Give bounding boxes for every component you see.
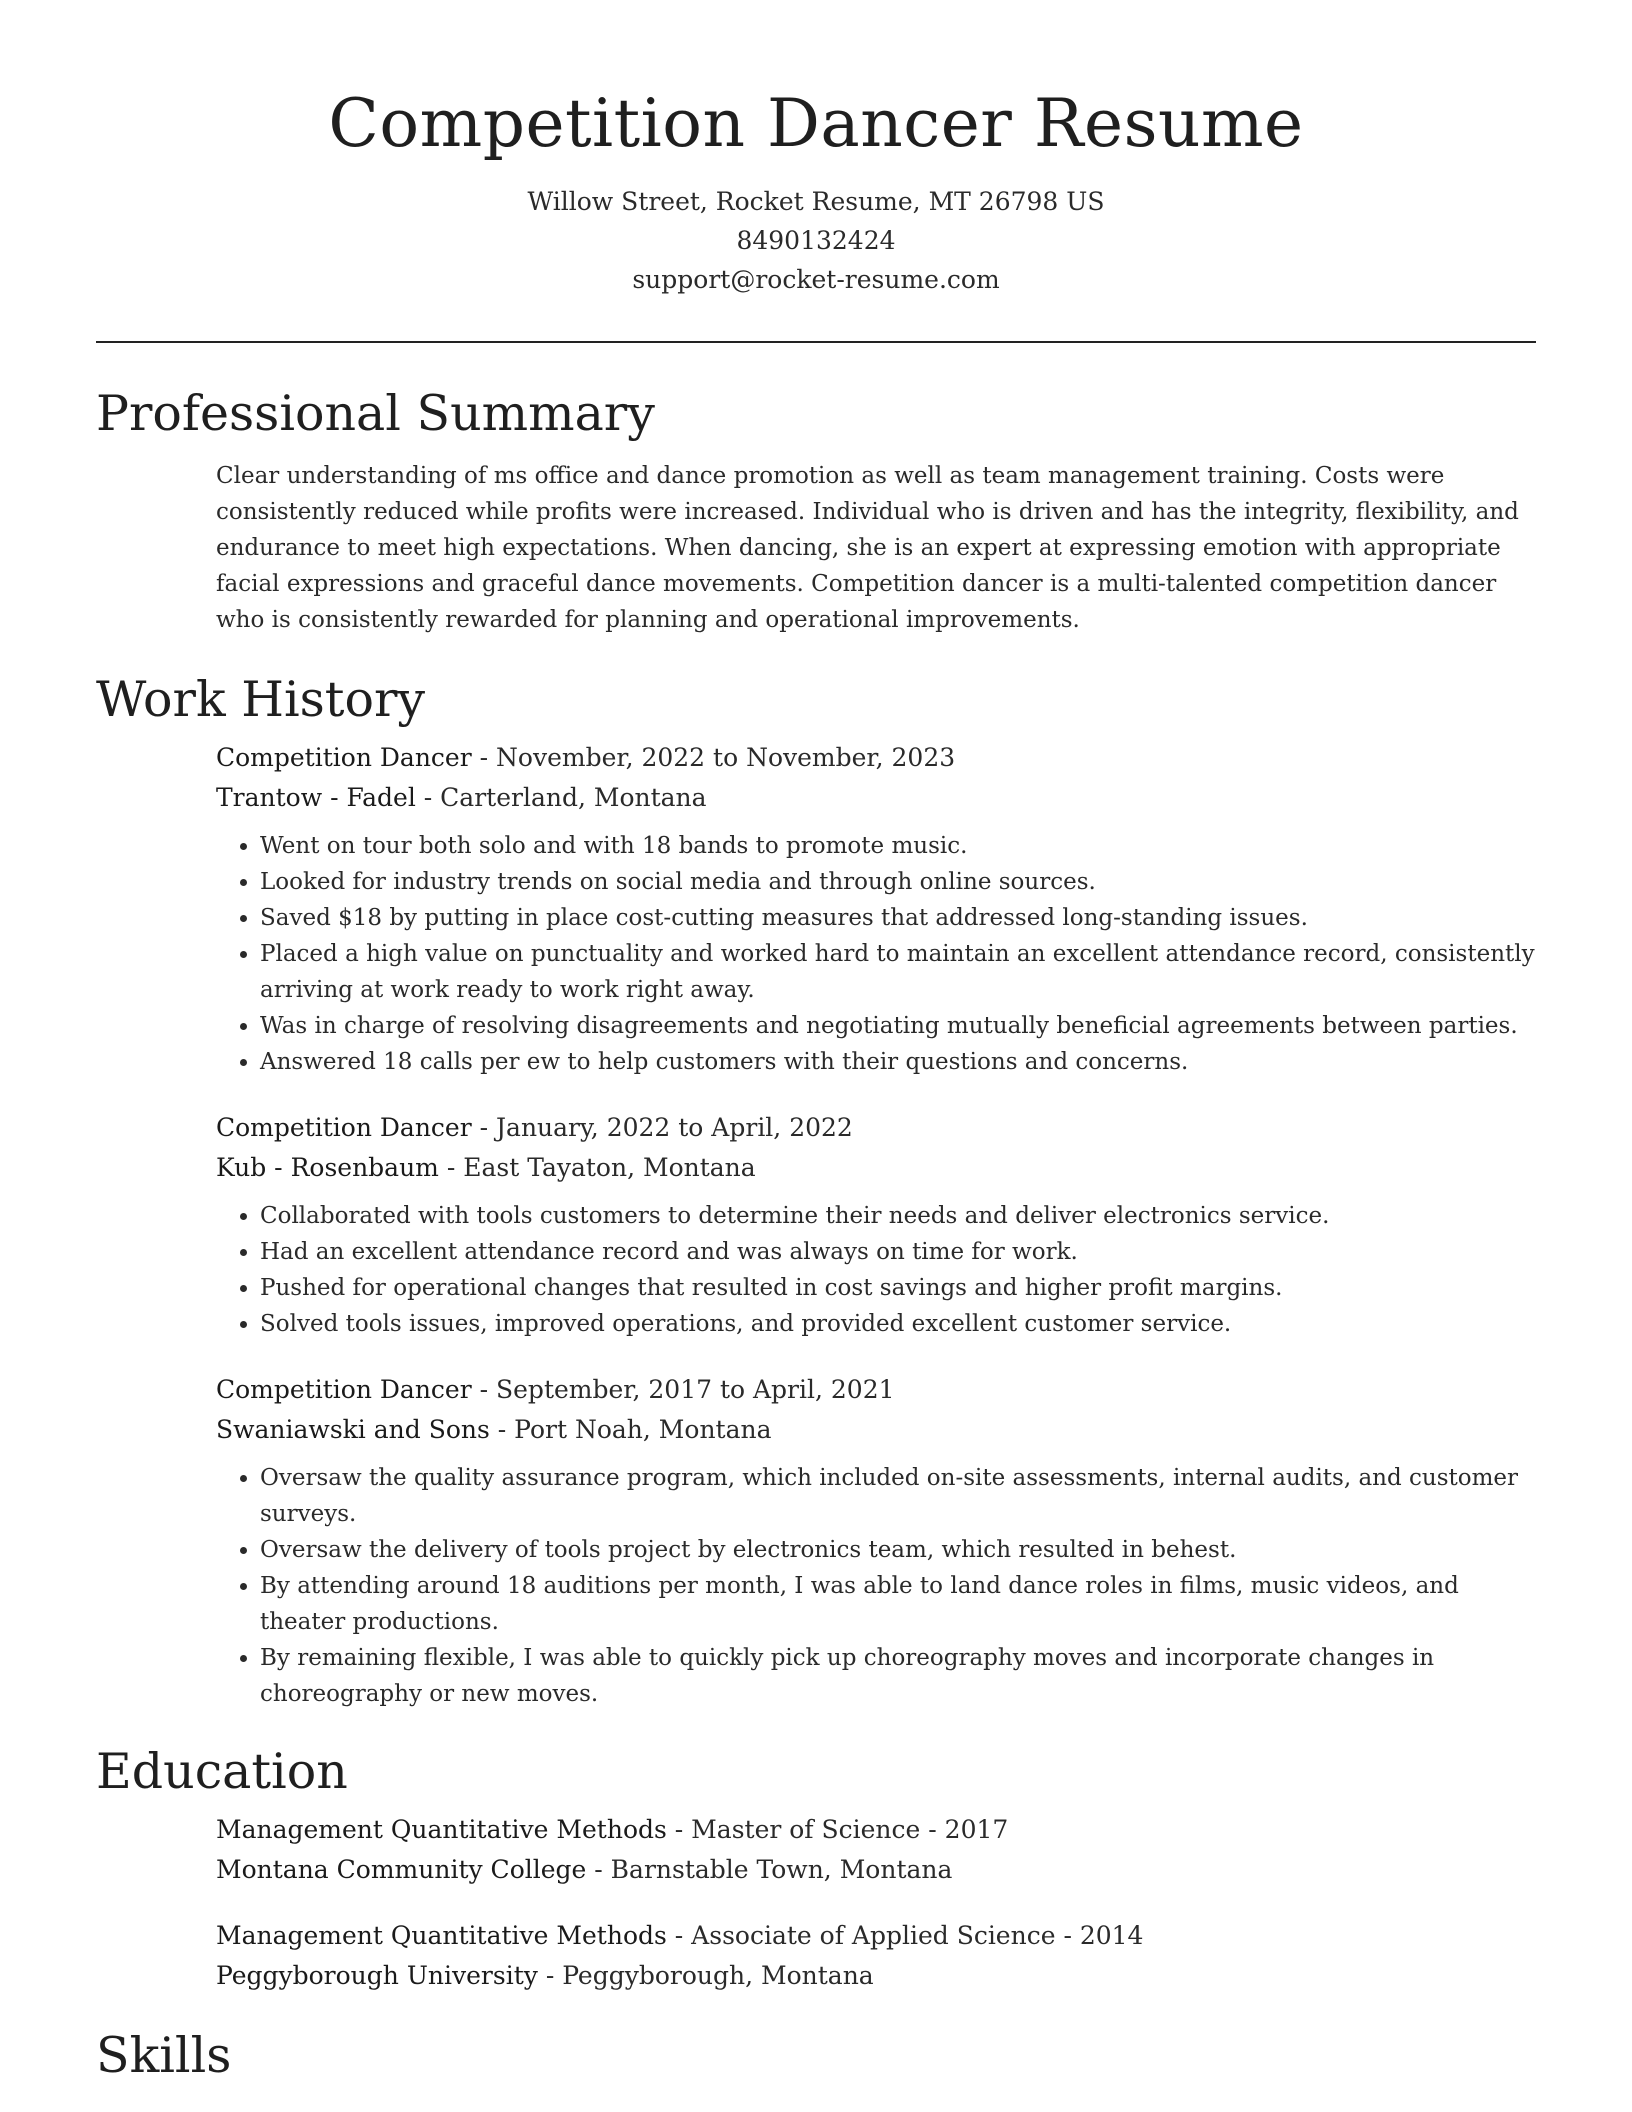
job-location: - Carterland, Montana [415, 783, 707, 812]
list-item: • Was in charge of resolving disagreements and negotiating mutually beneficial agreements between parties. [260, 1008, 1536, 1044]
list-item: • Collaborated with tools customers to determine their needs and deliver electronics service. [260, 1198, 1536, 1234]
job-title-line [216, 738, 1536, 778]
job-title-line [216, 1108, 1536, 1148]
list-item: • Saved $18 by putting in place cost-cutting measures that addressed long-standing issues. [260, 900, 1536, 936]
job-entry [216, 1370, 1536, 1712]
resume-header [0, 0, 1632, 299]
education-degree-line [216, 1810, 1536, 1850]
summary-section [96, 376, 1536, 638]
job-company: Trantow - Fadel [216, 783, 416, 812]
job-dates: - September, 2017 to April, 2021 [471, 1375, 895, 1404]
job-location: - East Tayaton, Montana [438, 1153, 756, 1182]
job-company-line [216, 1410, 1536, 1450]
education-location: - Barnstable Town, Montana [586, 1855, 953, 1884]
education-location: - Peggyborough, Montana [537, 1961, 874, 1990]
job-entry [216, 738, 1536, 1080]
education-field: Management Quantitative Methods [216, 1815, 667, 1844]
education-degree: - Associate of Applied Science - 2014 [666, 1921, 1144, 1950]
education-entry [216, 1916, 1536, 1996]
address-text: Willow Street, Rocket Resume, MT 26798 US [527, 187, 1105, 216]
work-history-heading: Work History [96, 671, 426, 728]
summary-heading: Professional Summary [96, 385, 655, 442]
job-bullets [216, 828, 1536, 1080]
education-section [96, 1734, 1536, 1996]
job-entry [216, 1108, 1536, 1342]
header-divider [96, 341, 1536, 343]
job-company: Kub - Rosenbaum [216, 1153, 439, 1182]
list-item: • By attending around 18 auditions per month, I was able to land dance roles in films, music videos, and theater productions. [260, 1568, 1536, 1640]
list-item: • Went on tour both solo and with 18 bands to promote music. [260, 828, 1536, 864]
education-school: Peggyborough University [216, 1961, 538, 1990]
list-item: • Answered 18 calls per ew to help customers with their questions and concerns. [260, 1044, 1536, 1080]
list-item: • Solved tools issues, improved operations, and provided excellent customer service. [260, 1306, 1536, 1342]
list-item: • By remaining flexible, I was able to quickly pick up choreography moves and incorporate changes in choreography or new moves. [260, 1640, 1536, 1712]
email-text: support@rocket-resume.com [632, 265, 1000, 294]
job-dates: - January, 2022 to April, 2022 [471, 1113, 853, 1142]
list-item: • Oversaw the quality assurance program, which included on-site assessments, internal audits, and customer surveys. [260, 1460, 1536, 1532]
education-school: Montana Community College [216, 1855, 587, 1884]
resume-body [96, 376, 1536, 2094]
work-history-section [96, 662, 1536, 1712]
job-company-line [216, 778, 1536, 818]
job-bullets [216, 1198, 1536, 1342]
phone-text: 8490132424 [736, 226, 896, 255]
summary-text: Clear understanding of ms office and dance promotion as well as team management training. Costs were consistently reduced while profits were increased. Individual who is driven and has the integrity, flexibility, and endurance to meet high expectations. When dancing, she is an expert at expressing emotion with appropriate facial expressions and graceful dance movements. Competition dancer is a multi-talented competition dancer who is consistently rewarded for planning and operational improvements. [216, 463, 1519, 633]
contact-info [0, 182, 1632, 299]
page-title: Competition Dancer Resume [328, 85, 1304, 162]
job-bullets [216, 1460, 1536, 1712]
job-location: - Port Noah, Montana [489, 1415, 772, 1444]
list-item: • Had an excellent attendance record and was always on time for work. [260, 1234, 1536, 1270]
job-dates: - November, 2022 to November, 2023 [471, 743, 956, 772]
job-title-line [216, 1370, 1536, 1410]
job-company-line [216, 1148, 1536, 1188]
education-school-line [216, 1956, 1536, 1996]
job-company: Swaniawski and Sons [216, 1415, 490, 1444]
education-entry [216, 1810, 1536, 1890]
education-degree-line [216, 1916, 1536, 1956]
education-heading: Education [96, 1743, 348, 1800]
education-field: Management Quantitative Methods [216, 1921, 667, 1950]
list-item: • Looked for industry trends on social media and through online sources. [260, 864, 1536, 900]
job-role: Competition Dancer [216, 743, 472, 772]
skills-heading: Skills [96, 2027, 232, 2084]
list-item: • Oversaw the delivery of tools project by electronics team, which resulted in behest. [260, 1532, 1536, 1568]
education-school-line [216, 1850, 1536, 1890]
list-item: • Placed a high value on punctuality and worked hard to maintain an excellent attendance record, consistently arriving at work ready to work right away. [260, 936, 1536, 1008]
job-role: Competition Dancer [216, 1113, 472, 1142]
skills-section [96, 2018, 1536, 2094]
list-item: • Pushed for operational changes that resulted in cost savings and higher profit margins. [260, 1270, 1536, 1306]
job-role: Competition Dancer [216, 1375, 472, 1404]
education-degree: - Master of Science - 2017 [666, 1815, 1009, 1844]
